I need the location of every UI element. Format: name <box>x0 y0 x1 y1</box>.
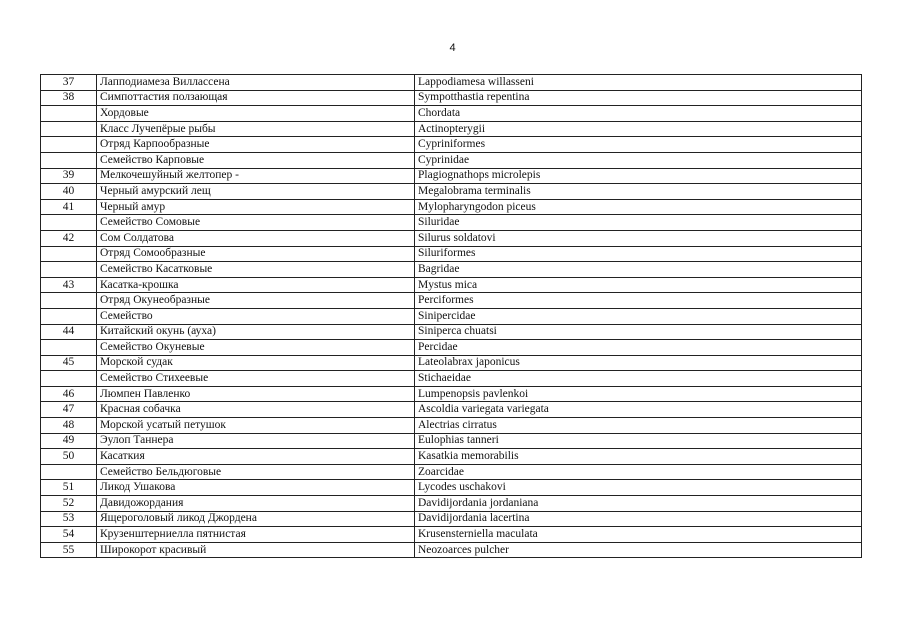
table-row <box>41 137 862 153</box>
table-row <box>41 246 862 262</box>
latin-name-cell: Alectrias cirratus <box>415 418 862 434</box>
latin-name-cell: Actinopterygii <box>415 121 862 137</box>
row-number-cell: 43 <box>41 277 97 293</box>
latin-name-cell: Megalobrama terminalis <box>415 184 862 200</box>
russian-name-cell: Ликод Ушакова <box>97 480 415 496</box>
latin-name-cell: Sympotthastia repentina <box>415 90 862 106</box>
latin-name-cell: Plagiognathops microlepis <box>415 168 862 184</box>
latin-name-cell: Davidijordania jordaniana <box>415 496 862 512</box>
russian-name-cell: Морской усатый петушок <box>97 418 415 434</box>
latin-name-cell: Stichaeidae <box>415 371 862 387</box>
row-number-cell: 49 <box>41 433 97 449</box>
latin-name-cell: Lappodiamesa willasseni <box>415 75 862 91</box>
row-number-cell <box>41 293 97 309</box>
latin-name-cell: Krusensterniella maculata <box>415 527 862 543</box>
russian-name-cell: Давидожордания <box>97 496 415 512</box>
row-number-cell: 42 <box>41 230 97 246</box>
page-number: 4 <box>449 42 456 54</box>
table-row <box>41 340 862 356</box>
table-row <box>41 215 862 231</box>
russian-name-cell: Широкорот красивый <box>97 542 415 558</box>
table-row <box>41 184 862 200</box>
table-row <box>41 371 862 387</box>
row-number-cell <box>41 246 97 262</box>
table-row <box>41 324 862 340</box>
russian-name-cell: Ящероголовый ликод Джордена <box>97 511 415 527</box>
row-number-cell: 51 <box>41 480 97 496</box>
russian-name-cell: Черный амур <box>97 199 415 215</box>
russian-name-cell: Симпоттастия ползающая <box>97 90 415 106</box>
table-row <box>41 402 862 418</box>
table-row <box>41 106 862 122</box>
russian-name-cell: Семейство Стихеевые <box>97 371 415 387</box>
latin-name-cell: Ascoldia variegata variegata <box>415 402 862 418</box>
latin-name-cell: Cyprinidae <box>415 152 862 168</box>
row-number-cell <box>41 464 97 480</box>
row-number-cell: 55 <box>41 542 97 558</box>
russian-name-cell: Крузенштерниелла пятнистая <box>97 527 415 543</box>
latin-name-cell: Siluriformes <box>415 246 862 262</box>
latin-name-cell: Zoarcidae <box>415 464 862 480</box>
species-table <box>40 74 862 558</box>
row-number-cell: 45 <box>41 355 97 371</box>
row-number-cell <box>41 215 97 231</box>
table-row <box>41 418 862 434</box>
latin-name-cell: Siluridae <box>415 215 862 231</box>
latin-name-cell: Lateolabrax japonicus <box>415 355 862 371</box>
row-number-cell: 40 <box>41 184 97 200</box>
table-row <box>41 168 862 184</box>
russian-name-cell: Семейство Окуневые <box>97 340 415 356</box>
latin-name-cell: Eulophias tanneri <box>415 433 862 449</box>
table-row <box>41 511 862 527</box>
russian-name-cell: Мелкочешуйный желтопер - <box>97 168 415 184</box>
row-number-cell: 48 <box>41 418 97 434</box>
latin-name-cell: Mylopharyngodon piceus <box>415 199 862 215</box>
table-row <box>41 542 862 558</box>
russian-name-cell: Отряд Карпообразные <box>97 137 415 153</box>
latin-name-cell: Mystus mica <box>415 277 862 293</box>
latin-name-cell: Lycodes uschakovi <box>415 480 862 496</box>
row-number-cell <box>41 137 97 153</box>
row-number-cell: 38 <box>41 90 97 106</box>
russian-name-cell: Класс Лучепёрые рыбы <box>97 121 415 137</box>
row-number-cell: 39 <box>41 168 97 184</box>
row-number-cell: 44 <box>41 324 97 340</box>
russian-name-cell: Китайский окунь (ауха) <box>97 324 415 340</box>
row-number-cell: 47 <box>41 402 97 418</box>
russian-name-cell: Семейство Карповые <box>97 152 415 168</box>
russian-name-cell: Люмпен Павленко <box>97 386 415 402</box>
table-row <box>41 152 862 168</box>
russian-name-cell: Касатка-крошка <box>97 277 415 293</box>
table-row <box>41 277 862 293</box>
latin-name-cell: Silurus soldatovi <box>415 230 862 246</box>
russian-name-cell: Черный амурский лещ <box>97 184 415 200</box>
latin-name-cell: Cypriniformes <box>415 137 862 153</box>
table-row <box>41 230 862 246</box>
latin-name-cell: Neozoarces pulcher <box>415 542 862 558</box>
latin-name-cell: Kasatkia memorabilis <box>415 449 862 465</box>
russian-name-cell: Эулоп Таннера <box>97 433 415 449</box>
table-row <box>41 527 862 543</box>
latin-name-cell: Perciformes <box>415 293 862 309</box>
table-row <box>41 262 862 278</box>
russian-name-cell: Отряд Окунеобразные <box>97 293 415 309</box>
russian-name-cell: Отряд Сомообразные <box>97 246 415 262</box>
russian-name-cell: Красная собачка <box>97 402 415 418</box>
russian-name-cell: Семейство Сомовые <box>97 215 415 231</box>
row-number-cell: 50 <box>41 449 97 465</box>
latin-name-cell: Siniperca chuatsi <box>415 324 862 340</box>
row-number-cell <box>41 262 97 278</box>
table-row <box>41 496 862 512</box>
table-row <box>41 386 862 402</box>
table-row <box>41 464 862 480</box>
table-row <box>41 90 862 106</box>
row-number-cell <box>41 121 97 137</box>
row-number-cell <box>41 106 97 122</box>
latin-name-cell: Bagridae <box>415 262 862 278</box>
russian-name-cell: Морской судак <box>97 355 415 371</box>
table-row <box>41 449 862 465</box>
latin-name-cell: Davidijordania lacertina <box>415 511 862 527</box>
row-number-cell <box>41 152 97 168</box>
russian-name-cell: Семейство Бельдюговые <box>97 464 415 480</box>
row-number-cell: 37 <box>41 75 97 91</box>
latin-name-cell: Lumpenopsis pavlenkoi <box>415 386 862 402</box>
latin-name-cell: Sinipercidae <box>415 308 862 324</box>
table-row <box>41 480 862 496</box>
row-number-cell: 53 <box>41 511 97 527</box>
table-row <box>41 355 862 371</box>
row-number-cell <box>41 308 97 324</box>
russian-name-cell: Семейство <box>97 308 415 324</box>
table-row <box>41 433 862 449</box>
row-number-cell: 46 <box>41 386 97 402</box>
russian-name-cell: Хордовые <box>97 106 415 122</box>
table-row <box>41 293 862 309</box>
row-number-cell: 41 <box>41 199 97 215</box>
table-row <box>41 308 862 324</box>
latin-name-cell: Percidae <box>415 340 862 356</box>
table-row <box>41 121 862 137</box>
russian-name-cell: Лапподиамеза Виллассена <box>97 75 415 91</box>
row-number-cell <box>41 371 97 387</box>
table-row <box>41 199 862 215</box>
latin-name-cell: Chordata <box>415 106 862 122</box>
russian-name-cell: Сом Солдатова <box>97 230 415 246</box>
species-table-body <box>41 75 862 558</box>
russian-name-cell: Касаткия <box>97 449 415 465</box>
table-row <box>41 75 862 91</box>
row-number-cell <box>41 340 97 356</box>
row-number-cell: 54 <box>41 527 97 543</box>
russian-name-cell: Семейство Касатковые <box>97 262 415 278</box>
row-number-cell: 52 <box>41 496 97 512</box>
